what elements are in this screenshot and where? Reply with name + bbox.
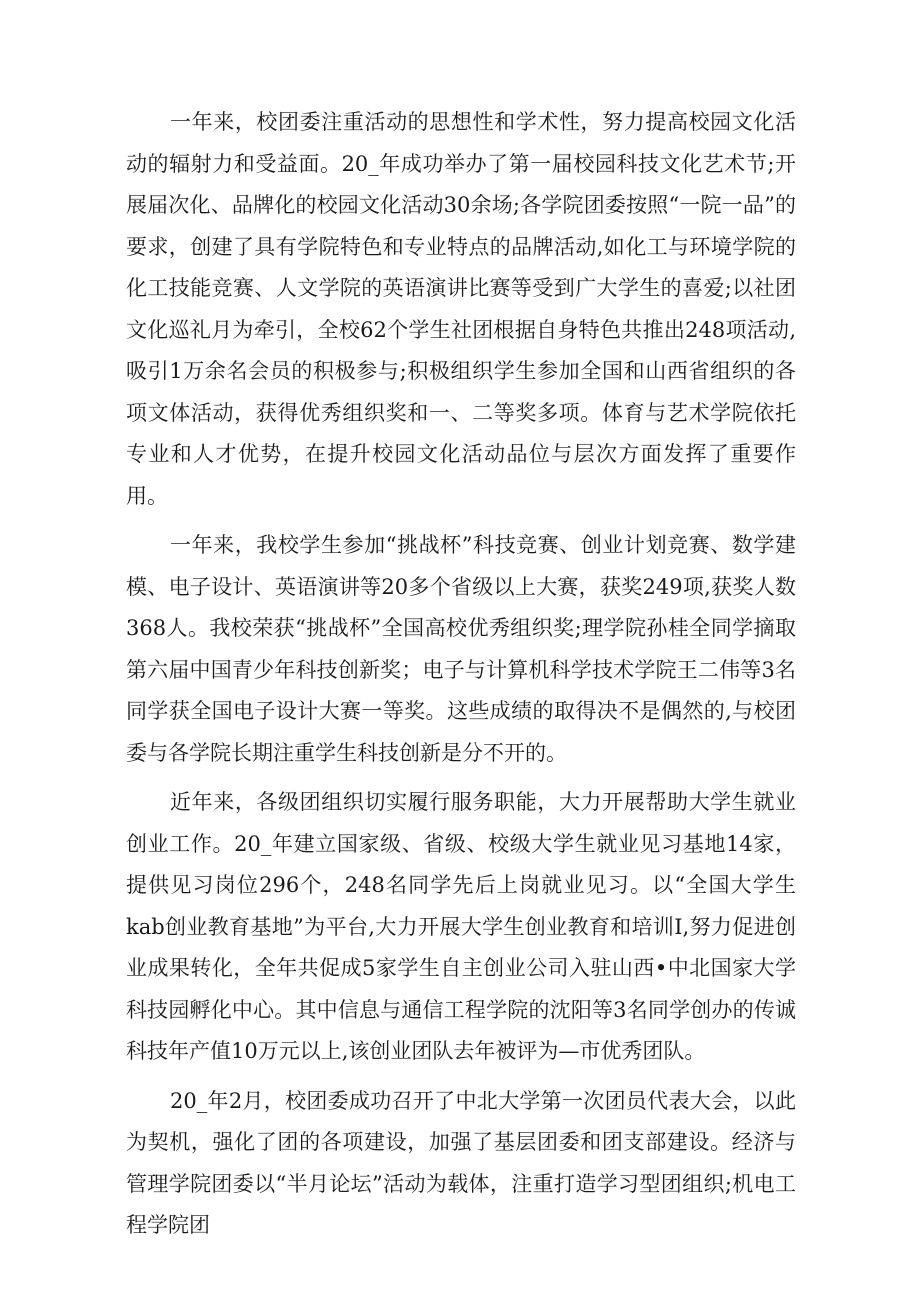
document-body: [126, 102, 796, 1255]
paragraph-campus-culture: 一年来，校团委注重活动的思想性和学术性，努力提高校园文化活动的辐射力和受益面。20_年成功举办了第一届校园科技文化艺术节;开展届次化、品牌化的校园文化活动30余场;各学院团委按照“一院一品”的要求，创建了具有学院特色和专业特点的品牌活动,如化工与环境学院的化工技能竞赛、人文学院的英语演讲比赛等受到广大学生的喜爱;以社团文化巡礼月为牵引，全校62个学生社团根据自身特色共推出248项活动,吸引1万余名会员的积极参与;积极组织学生参加全国和山西省组织的各项文体活动，获得优秀组织奖和一、二等奖多项。体育与艺术学院依托专业和人才优势，在提升校园文化活动品位与层次方面发挥了重要作用。: [126, 110, 796, 508]
paragraph-employment-entrepreneurship: 近年来，各级团组织切实履行服务职能，大力开展帮助大学生就业创业工作。20_年建立国家级、省级、校级大学生就业见习基地14家，提供见习岗位296个，248名同学先后上岗就业见习。以“全国大学生kab创业教育基地”为平台,大力开展大学生创业教育和培训I,努力促进创业成果转化，全年共促成5家学生自主创业公司入驻山西•中北国家大学科技园孵化中心。其中信息与通信工程学院的沈阳等3名同学创办的传诚科技年产值10万元以上,该创业团队去年被评为—市优秀团队。: [126, 790, 796, 1063]
paragraph-science-competitions: 一年来，我校学生参加“挑战杯”科技竞赛、创业计划竞赛、数学建模、电子设计、英语演讲等20多个省级以上大赛，获奖249项,获奖人数368人。我校荣获“挑战杯”全国高校优秀组织奖;理学院孙桂全同学摘取第六届中国青少年科技创新奖；电子与计算机科学技术学院王二伟等3名同学获全国电子设计大赛一等奖。这些成绩的取得决不是偶然的,与校团委与各学院长期注重学生科技创新是分不开的。: [126, 533, 796, 765]
paragraph-league-congress: 20_年2月，校团委成功召开了中北大学第一次团员代表大会，以此为契机，强化了团的各项建设，加强了基层团委和团支部建设。经济与管理学院团委以“半月论坛”活动为载体，注重打造学习型团组织;机电工程学院团: [126, 1088, 796, 1237]
